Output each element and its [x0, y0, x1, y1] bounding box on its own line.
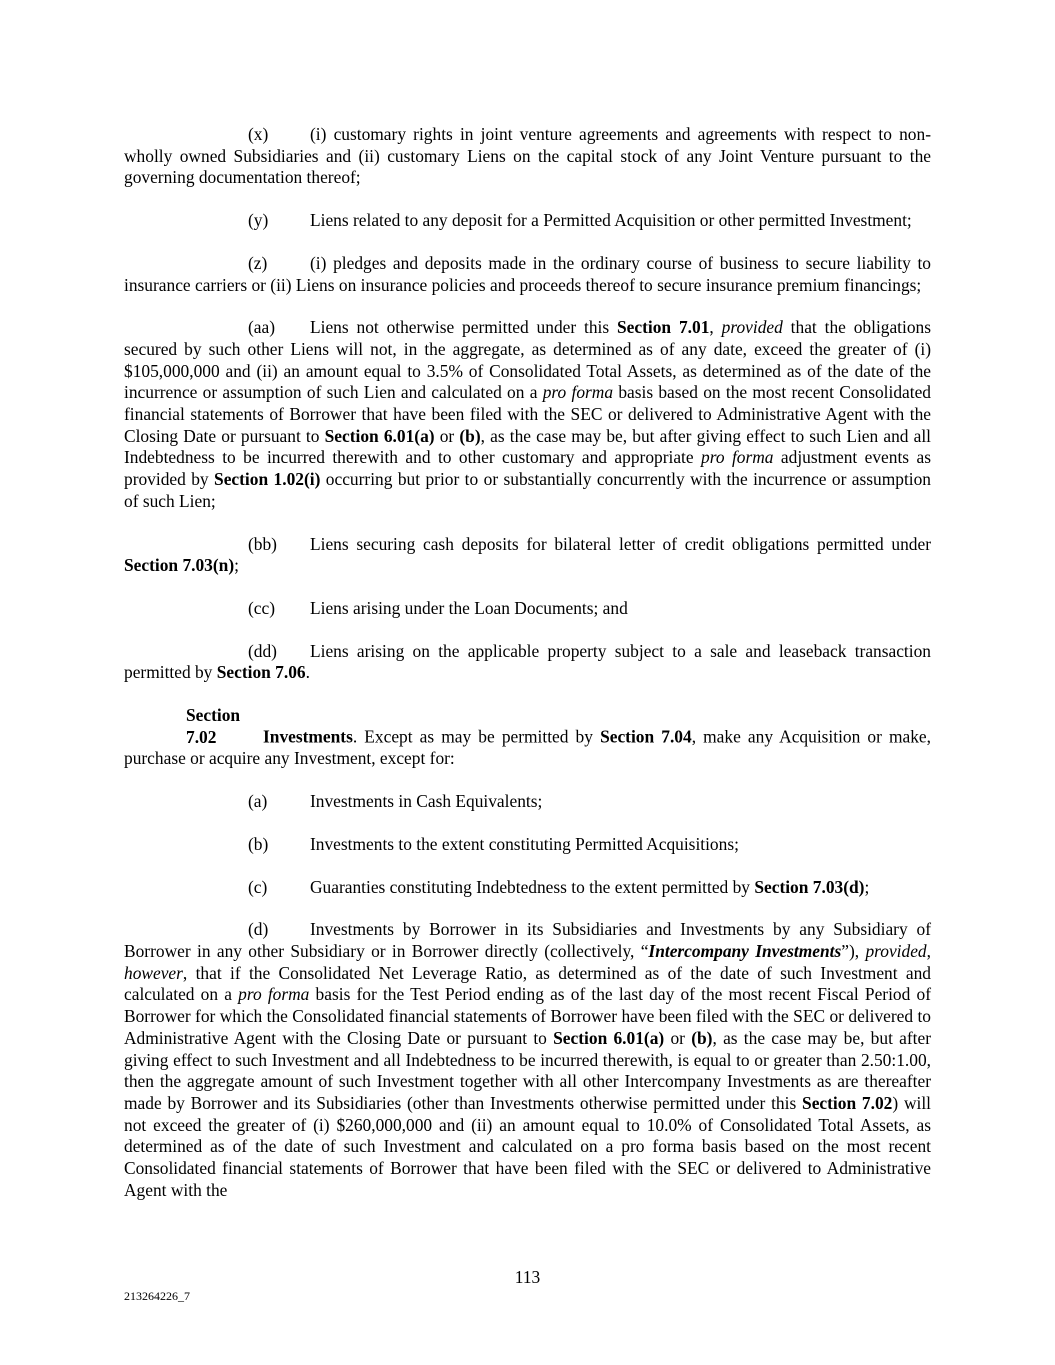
item-text: or	[434, 425, 460, 446]
lien-item-x	[124, 124, 931, 189]
lien-item-y	[124, 210, 931, 232]
item-text: ) will not exceed the greater of (i) $260,000,000 and (ii) an amount equal to 10.0% of Consolidated Total Assets, as determined as of the date of such Investment and calculated on a pro forma basis based on the most recent Consolidated financial statements of Borrower that have been filed with the SEC or delivered to Administrative Agent with the	[124, 1092, 931, 1200]
item-label: (aa)	[248, 317, 276, 338]
section-reference: (b)	[459, 425, 481, 446]
item-text: Liens not otherwise permitted under this	[310, 317, 617, 338]
item-text: or	[664, 1027, 692, 1048]
item-text: Liens securing cash deposits for bilateral letter of credit obligations permitted under	[310, 533, 931, 554]
lien-item-cc	[124, 598, 931, 620]
page-number: 113	[514, 1267, 541, 1287]
item-text: ,	[709, 317, 722, 338]
investment-item-c	[124, 877, 931, 899]
item-label: (dd)	[248, 640, 277, 661]
item-text: Liens related to any deposit for a Permitted Acquisition or other permitted Investment;	[310, 210, 912, 231]
item-text: Investments to the extent constituting Permitted Acquisitions;	[310, 833, 739, 854]
item-text: Guaranties constituting Indebtedness to the extent permitted by	[310, 876, 755, 897]
item-label: (x)	[248, 124, 269, 144]
item-text: ”),	[841, 940, 866, 961]
item-label: (c)	[248, 876, 268, 897]
emphasis: pro forma	[542, 382, 614, 403]
item-text: (i) pledges and deposits made in the ordinary course of business to secure liability to insurance carriers or (ii) Liens on insurance policies and proceeds thereof to secure insurance premium financings;	[124, 252, 931, 295]
item-label: (b)	[248, 833, 269, 854]
item-text: basis for the Test Period ending as of the last day of the most recent Fiscal Period of Borrower for which the Consolidated financial statements of Borrower have been filed with the SEC or delivered to Administrative Agent with the Closing Date or pursuant to	[124, 984, 931, 1048]
item-text: Liens arising under the Loan Documents; and	[310, 597, 628, 618]
section-reference: Section 7.01	[617, 317, 710, 338]
item-text: (i) customary rights in joint venture agreements and agreements with respect to non-wholly owned Subsidiaries and (ii) customary Liens on the capital stock of any Joint Venture pursuant to the governing documentation thereof;	[124, 124, 931, 188]
item-text: ,	[926, 940, 931, 961]
lien-item-z	[124, 253, 931, 296]
item-label: (y)	[248, 210, 269, 231]
lien-item-bb	[124, 534, 931, 577]
investment-item-b	[124, 834, 931, 856]
lien-item-aa	[124, 317, 931, 512]
item-text: Liens arising on the applicable property subject to a sale and leaseback transaction permitted by	[124, 640, 931, 683]
item-text: , that if the Consolidated Net Leverage Ratio, as determined as of the date of such Investment and calculated on a	[124, 962, 931, 1005]
item-text: adjustment events as provided by	[124, 447, 931, 490]
section-reference: Section 7.06	[216, 662, 306, 683]
item-text: that the obligations secured by such other Liens will not, in the aggregate, as determined as of any date, exceed the greater of (i) $105,000,000 and (ii) an amount equal to 3.5% of Consolidated Total Assets, as determined as of the date of the incurrence or assumption of such Lien and calculated on a	[124, 317, 932, 403]
emphasis: provided	[865, 940, 927, 961]
section-7-02-heading	[124, 705, 931, 770]
document-id: 213264226_7	[124, 1289, 190, 1303]
item-text: Investments by Borrower in its Subsidiaries and Investments by any Subsidiary of Borrower in any other Subsidiary or in Borrower directly (collectively, “	[124, 919, 931, 961]
document-body	[124, 124, 931, 1201]
item-label: (cc)	[248, 597, 276, 618]
investment-item-d	[124, 919, 931, 1201]
item-label: (a)	[248, 791, 268, 812]
item-text: , as the case may be, but after giving effect to such Investment and all Indebtedness to be incurred therewith, is equal to or greater than 2.50:1.00, then the aggregate amount of such Investment together with all other Intercompany Investments as are thereafter made by Borrower and its Subsidiaries (other than Investments otherwise permitted under this	[124, 1027, 931, 1113]
section-title: Investments	[263, 726, 353, 747]
item-text: .	[305, 662, 310, 683]
emphasis: pro forma	[238, 984, 310, 1005]
item-text: basis based on the most recent Consolidated financial statements of Borrower that have been filed with the SEC or delivered to Administrative Agent with the Closing Date or pursuant to	[124, 382, 932, 446]
investment-item-a	[124, 791, 931, 813]
item-text: , as the case may be, but after giving effect to such Lien and all Indebtedness to be incurred therewith and to other customary and appropriate	[124, 425, 931, 468]
emphasis: pro forma	[701, 447, 774, 468]
item-text: ;	[864, 876, 870, 897]
emphasis: provided	[721, 317, 783, 338]
section-reference: Section 7.02	[802, 1092, 893, 1113]
item-text: Investments in Cash Equivalents;	[310, 791, 543, 812]
item-text: ;	[234, 555, 239, 576]
lien-item-dd	[124, 641, 931, 684]
section-number: Section 7.02	[186, 705, 241, 747]
section-reference: Section 6.01(a)	[324, 425, 435, 446]
section-reference: Section 6.01(a)	[553, 1027, 665, 1048]
defined-term: Intercompany Investments	[648, 940, 842, 961]
emphasis: however	[124, 962, 183, 983]
item-label: (bb)	[248, 533, 277, 554]
section-reference: Section 7.03(n)	[124, 555, 235, 576]
item-text: occurring but prior to or substantially concurrently with the incurrence or assumption of such Lien;	[124, 469, 932, 511]
section-reference: Section 7.03(d)	[754, 876, 865, 897]
section-reference: (b)	[691, 1027, 713, 1048]
item-label: (d)	[248, 919, 269, 940]
section-reference: Section 7.04	[600, 726, 692, 747]
item-text: , make any Acquisition or make, purchase or acquire any Investment, except for:	[124, 726, 931, 769]
item-text: . Except as may be permitted by	[352, 726, 601, 747]
section-reference: Section 1.02(i)	[214, 469, 321, 490]
item-label: (z)	[248, 252, 268, 273]
